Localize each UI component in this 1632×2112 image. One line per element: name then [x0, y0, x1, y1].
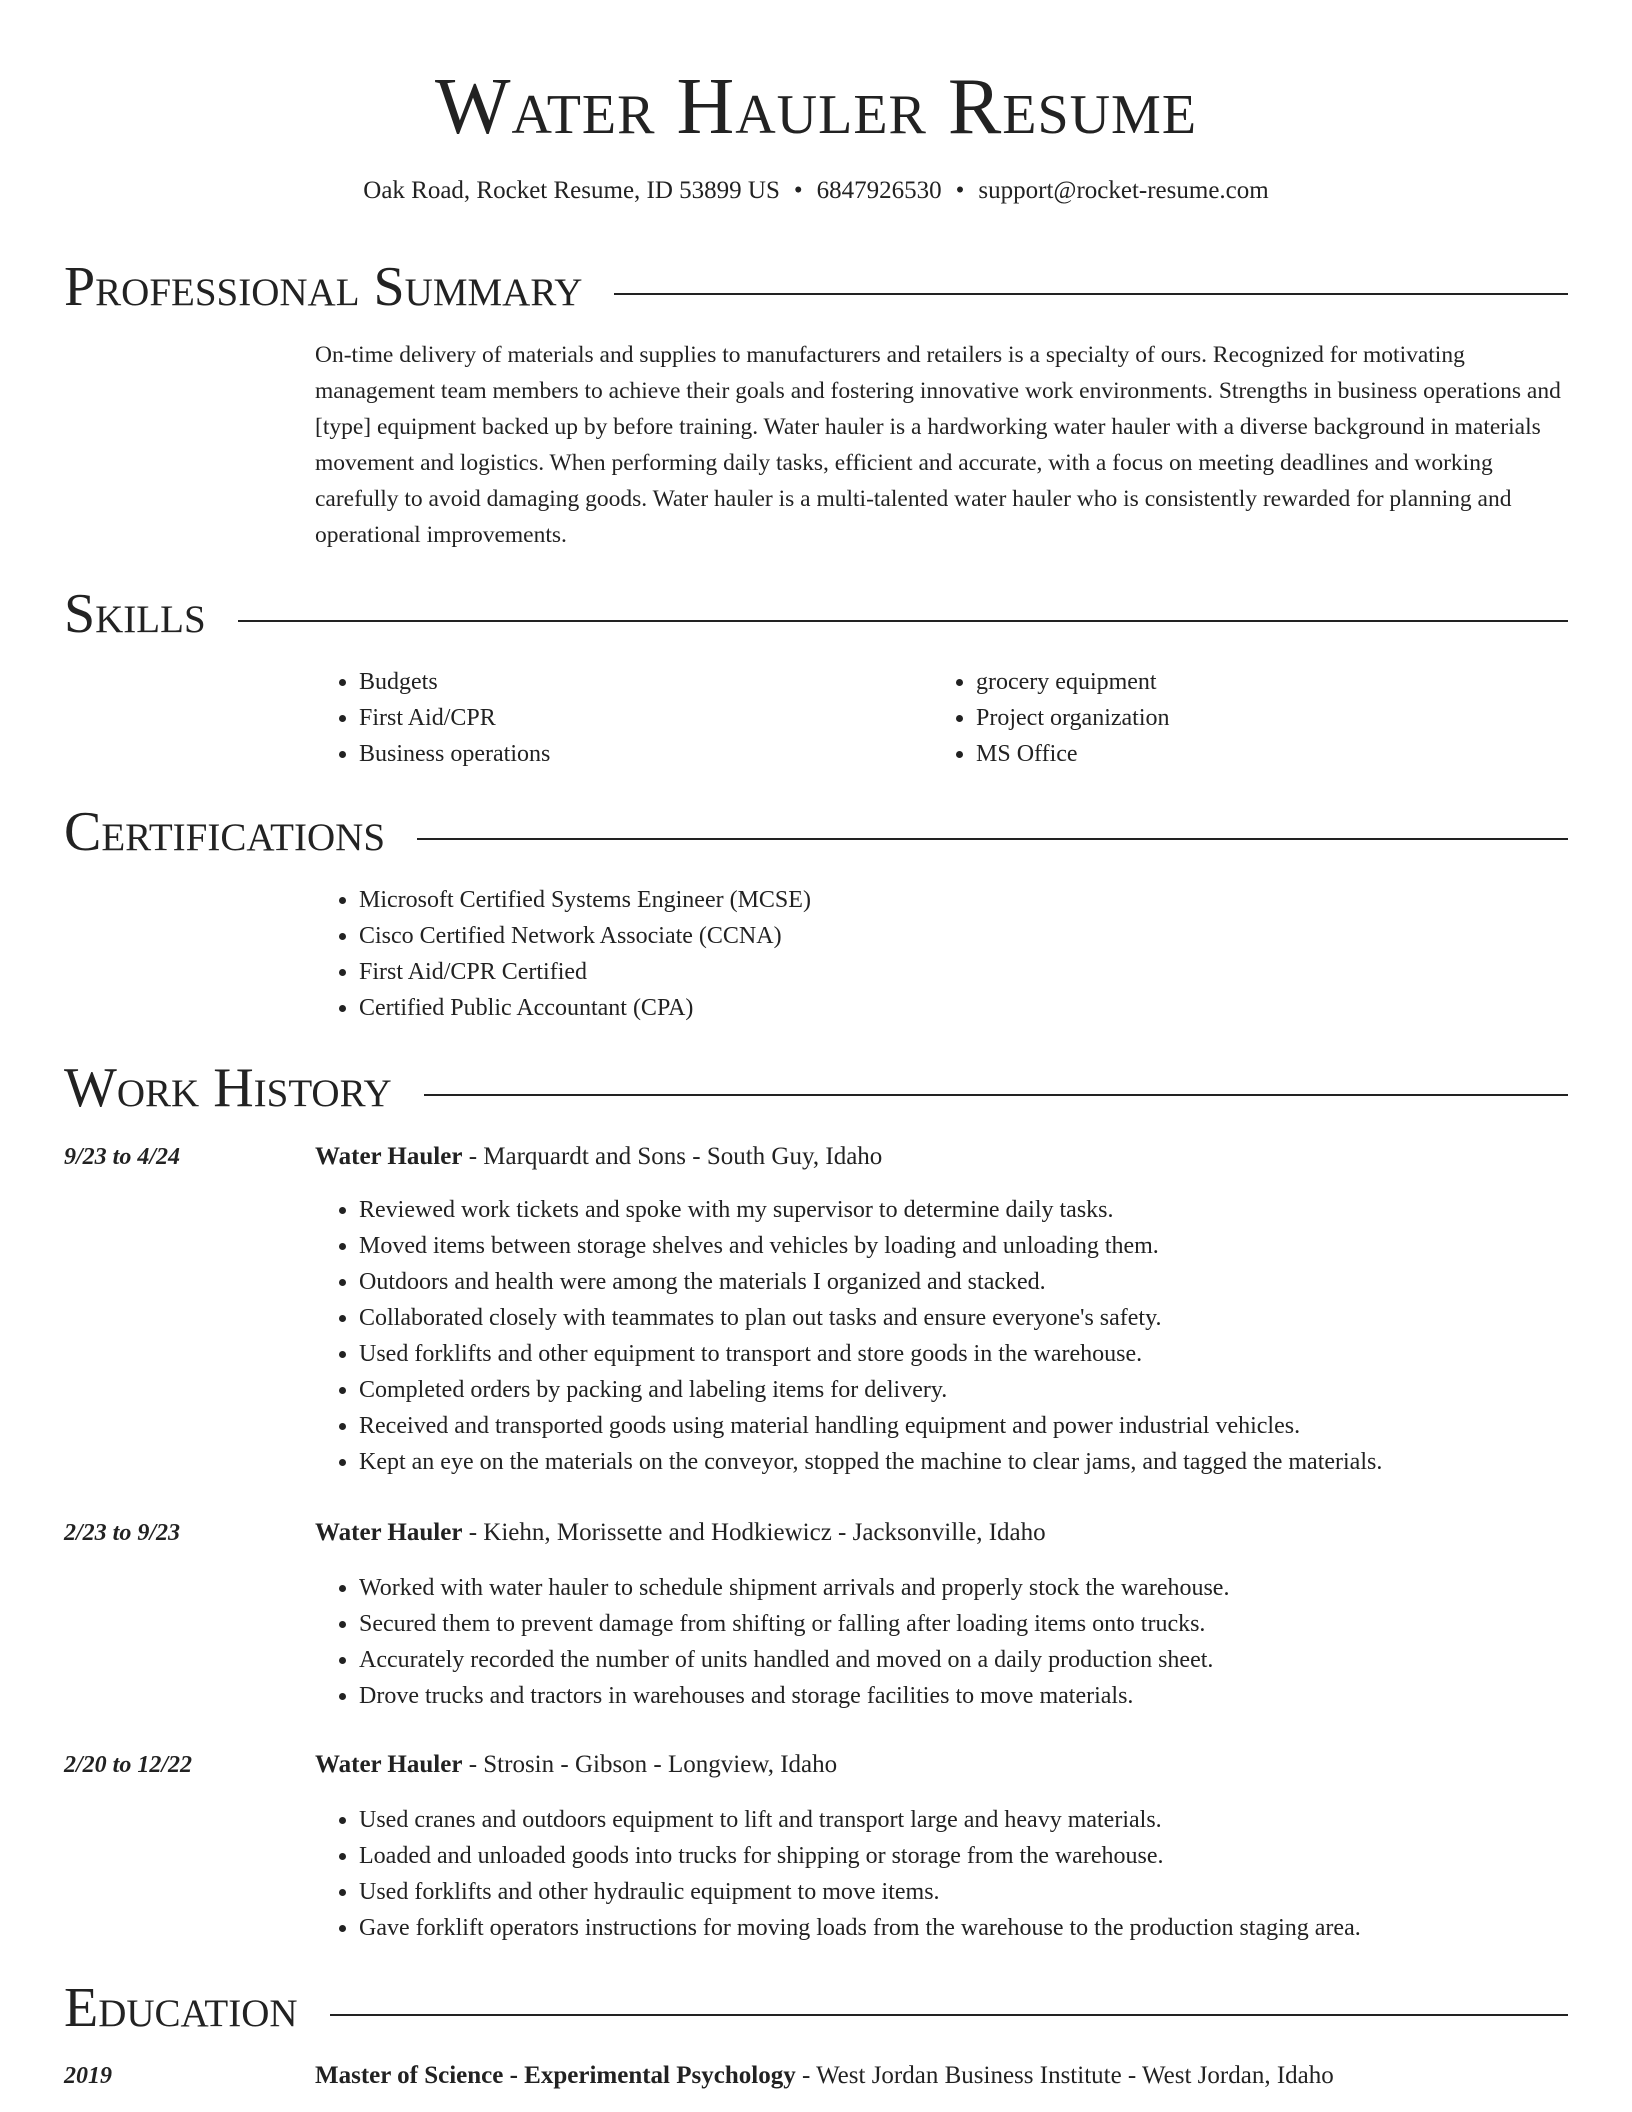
job-employer: - Strosin - Gibson - Longview, Idaho: [462, 1751, 838, 1778]
section-header-summary: [64, 248, 1568, 318]
job-bullet: • Moved items between storage shelves and vehicles by loading and unloading them.: [359, 1228, 1619, 1264]
section-header-work-history: [64, 1049, 1568, 1119]
job-title: Water Hauler: [315, 1143, 463, 1170]
section-title-skills: Skills: [64, 583, 238, 645]
job-bullet: • Drove trucks and tractors in warehouses and storage facilities to move materials.: [359, 1678, 1619, 1714]
job-dates: 2/23 to 9/23: [64, 1520, 181, 1546]
contact-line: [0, 176, 1632, 206]
job-employer: - Kiehn, Morissette and Hodkiewicz - Jacksonville, Idaho: [462, 1519, 1046, 1546]
job-employer: - Marquardt and Sons - South Guy, Idaho: [462, 1143, 883, 1170]
education-degree: Master of Science - Experimental Psychology: [315, 2062, 796, 2089]
skill-item: • Project organization: [976, 700, 1576, 736]
certification-item: • Certified Public Accountant (CPA): [359, 990, 1559, 1026]
section-header-skills: [64, 575, 1568, 645]
job-bullet: • Used forklifts and other equipment to transport and store goods in the warehouse.: [359, 1336, 1619, 1372]
job-heading: [315, 1139, 882, 1175]
section-title-certifications: Certifications: [64, 801, 417, 863]
skills-list-left: [315, 664, 919, 772]
skill-item: • Budgets: [359, 664, 919, 700]
job-heading: [315, 1747, 837, 1783]
certification-item: • Cisco Certified Network Associate (CCNA): [359, 918, 1559, 954]
job-bullets: [315, 1192, 1619, 1480]
job-bullet: • Used cranes and outdoors equipment to lift and transport large and heavy materials.: [359, 1802, 1619, 1838]
education-school: - West Jordan Business Institute - West Jordan, Idaho: [795, 2062, 1334, 2089]
skill-item: • MS Office: [976, 736, 1576, 772]
contact-email: support@rocket-resume.com: [978, 177, 1269, 204]
section-header-education: [64, 1969, 1568, 2039]
contact-separator: •: [793, 177, 803, 204]
skill-item: • grocery equipment: [976, 664, 1576, 700]
section-rule: [64, 620, 1568, 622]
job-bullet: • Completed orders by packing and labeling items for delivery.: [359, 1372, 1619, 1408]
skill-item: • First Aid/CPR: [359, 700, 919, 736]
job-bullet: • Outdoors and health were among the materials I organized and stacked.: [359, 1264, 1619, 1300]
job-bullet: • Received and transported goods using material handling equipment and power industrial vehicles.: [359, 1408, 1619, 1444]
skills-list-right: [932, 664, 1576, 772]
job-bullet: • Worked with water hauler to schedule shipment arrivals and properly stock the warehouse.: [359, 1570, 1619, 1606]
job-title: Water Hauler: [315, 1751, 463, 1778]
certifications-list: [315, 882, 1559, 1026]
resume-title: Water Hauler Resume: [434, 63, 1198, 151]
job-bullet: • Collaborated closely with teammates to plan out tasks and ensure everyone's safety.: [359, 1300, 1619, 1336]
summary-text: On-time delivery of materials and supplies to manufacturers and retailers is a specialty of ours. Recognized for motivating management team members to achieve their goals and fostering innovative work environments. Strengths in business operations and [type] equipment backed up by before training. Water hauler is a hardworking water hauler with a diverse background in materials movement and logistics. When performing daily tasks, efficient and accurate, with a focus on meeting deadlines and working carefully to avoid damaging goods. Water hauler is a multi-talented water hauler who is consistently rewarded for planning and operational improvements.: [315, 342, 1561, 548]
job-heading: [315, 1515, 1046, 1551]
job-bullets: [315, 1570, 1619, 1714]
education-heading: [315, 2058, 1334, 2094]
education-year: 2019: [64, 2063, 112, 2089]
contact-address: Oak Road, Rocket Resume, ID 53899 US: [363, 177, 780, 204]
skill-item: • Business operations: [359, 736, 919, 772]
contact-phone: 6847926530: [816, 177, 942, 204]
certification-item: • First Aid/CPR Certified: [359, 954, 1559, 990]
certification-item: • Microsoft Certified Systems Engineer (MCSE): [359, 882, 1559, 918]
section-header-certifications: [64, 793, 1568, 863]
job-bullet: • Accurately recorded the number of units handled and moved on a daily production sheet.: [359, 1642, 1619, 1678]
section-title-work-history: Work History: [64, 1057, 424, 1119]
job-bullet: • Used forklifts and other hydraulic equipment to move items.: [359, 1874, 1619, 1910]
job-bullet: • Gave forklift operators instructions for moving loads from the warehouse to the production staging area.: [359, 1910, 1619, 1946]
job-bullet: • Secured them to prevent damage from shifting or falling after loading items onto trucks.: [359, 1606, 1619, 1642]
contact-separator: •: [955, 177, 965, 204]
section-title-education: Education: [64, 1977, 330, 2039]
job-dates: 9/23 to 4/24: [64, 1144, 181, 1170]
section-title-summary: Professional Summary: [64, 256, 614, 318]
job-bullets: [315, 1802, 1619, 1946]
job-bullet: • Reviewed work tickets and spoke with my supervisor to determine daily tasks.: [359, 1192, 1619, 1228]
job-bullet: • Kept an eye on the materials on the conveyor, stopped the machine to clear jams, and tagged the materials.: [359, 1444, 1619, 1480]
job-dates: 2/20 to 12/22: [64, 1752, 193, 1778]
job-bullet: • Loaded and unloaded goods into trucks for shipping or storage from the warehouse.: [359, 1838, 1619, 1874]
job-title: Water Hauler: [315, 1519, 463, 1546]
